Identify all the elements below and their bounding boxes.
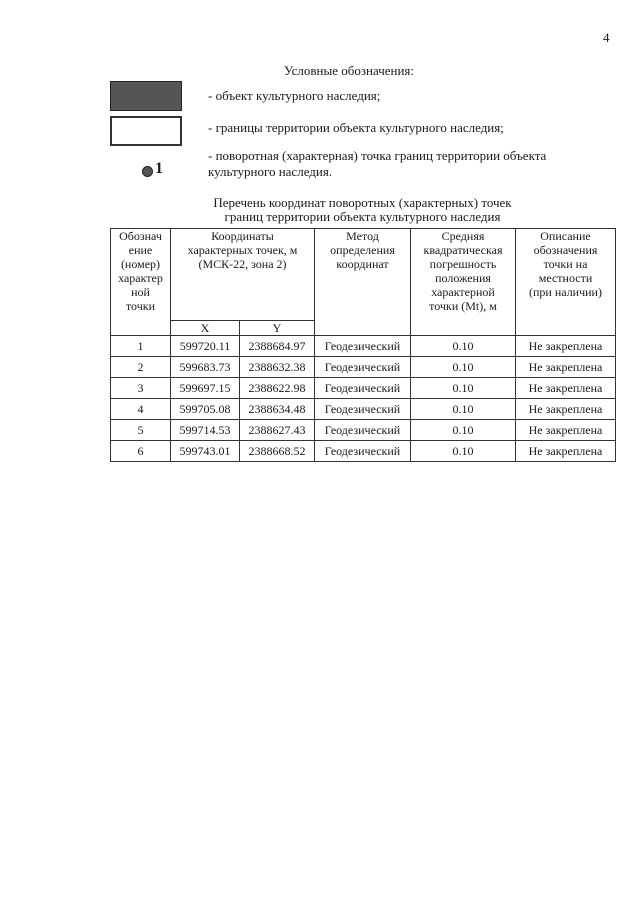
cell-error: 0.10 bbox=[411, 357, 516, 378]
point-symbol-icon bbox=[142, 166, 153, 177]
cell-description: Не закреплена bbox=[516, 399, 616, 420]
cell-description: Не закреплена bbox=[516, 336, 616, 357]
table-row bbox=[111, 378, 616, 399]
cell-method: Геодезический bbox=[315, 357, 411, 378]
table-row bbox=[111, 399, 616, 420]
cell-point-number: 4 bbox=[111, 399, 171, 420]
legend-title: Условные обозначения: bbox=[284, 63, 415, 78]
cell-method: Геодезический bbox=[315, 441, 411, 462]
cell-y: 2388632.38 bbox=[240, 357, 315, 378]
header-description: Описание обозначения точки на местности (при наличии) bbox=[516, 229, 616, 336]
cell-point-number: 3 bbox=[111, 378, 171, 399]
cell-point-number: 2 bbox=[111, 357, 171, 378]
cell-method: Геодезический bbox=[315, 378, 411, 399]
heritage-object-symbol bbox=[110, 81, 182, 111]
cell-x: 599714.53 bbox=[171, 420, 240, 441]
header-x: X bbox=[171, 320, 240, 335]
cell-method: Геодезический bbox=[315, 399, 411, 420]
legend-item-turning-point: - поворотная (характерная) точка границ территории объекта культурного наследия. bbox=[208, 148, 547, 179]
cell-error: 0.10 bbox=[411, 441, 516, 462]
header-error: Средняя квадратическая погрешность положения характерной точки (Mt), м bbox=[411, 229, 516, 336]
cell-description: Не закреплена bbox=[516, 420, 616, 441]
cell-y: 2388684.97 bbox=[240, 336, 315, 357]
caption-line: границ территории объекта культурного наследия bbox=[224, 209, 501, 224]
cell-y: 2388627.43 bbox=[240, 420, 315, 441]
cell-y: 2388622.98 bbox=[240, 378, 315, 399]
page-number: 4 bbox=[603, 30, 610, 45]
boundary-symbol bbox=[110, 116, 182, 146]
table-caption bbox=[110, 196, 615, 224]
cell-description: Не закреплена bbox=[516, 357, 616, 378]
cell-error: 0.10 bbox=[411, 336, 516, 357]
cell-x: 599705.08 bbox=[171, 399, 240, 420]
legend-item-boundary: - границы территории объекта культурного наследия; bbox=[208, 120, 504, 135]
cell-point-number: 5 bbox=[111, 420, 171, 441]
cell-error: 0.10 bbox=[411, 399, 516, 420]
table-row bbox=[111, 336, 616, 357]
caption-line: Перечень координат поворотных (характерных) точек bbox=[213, 195, 512, 210]
cell-y: 2388668.52 bbox=[240, 441, 315, 462]
cell-x: 599697.15 bbox=[171, 378, 240, 399]
cell-x: 599743.01 bbox=[171, 441, 240, 462]
cell-point-number: 6 bbox=[111, 441, 171, 462]
point-symbol-number: 1 bbox=[155, 160, 163, 177]
legend-item-heritage-object: - объект культурного наследия; bbox=[208, 88, 381, 103]
cell-point-number: 1 bbox=[111, 336, 171, 357]
table-row bbox=[111, 441, 616, 462]
cell-error: 0.10 bbox=[411, 378, 516, 399]
header-coordinates: Координаты характерных точек, м (МСК-22, зона 2) bbox=[171, 229, 315, 321]
header-method: Метод определения координат bbox=[315, 229, 411, 336]
cell-description: Не закреплена bbox=[516, 441, 616, 462]
cell-y: 2388634.48 bbox=[240, 399, 315, 420]
header-y: Y bbox=[240, 320, 315, 335]
table-row bbox=[111, 420, 616, 441]
cell-error: 0.10 bbox=[411, 420, 516, 441]
cell-description: Не закреплена bbox=[516, 378, 616, 399]
table-row bbox=[111, 357, 616, 378]
header-point-number: Обознач ение (номер) характер ной точки bbox=[111, 229, 171, 336]
cell-x: 599720.11 bbox=[171, 336, 240, 357]
cell-method: Геодезический bbox=[315, 336, 411, 357]
cell-method: Геодезический bbox=[315, 420, 411, 441]
cell-x: 599683.73 bbox=[171, 357, 240, 378]
coordinates-table bbox=[110, 228, 616, 462]
